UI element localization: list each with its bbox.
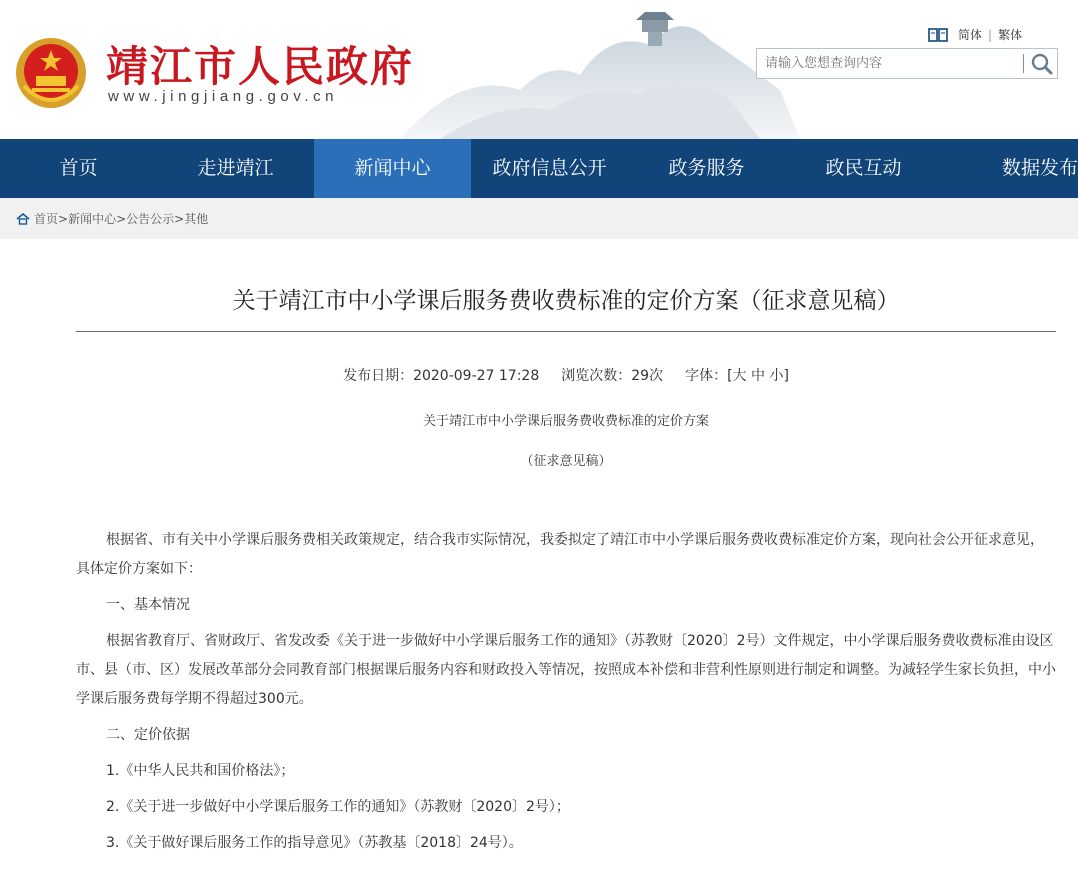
breadcrumb-sep: >: [174, 211, 185, 226]
nav-item-news[interactable]: 新闻中心: [314, 139, 471, 198]
list-item: 2.《关于进一步做好中小学课后服务工作的通知》（苏教财〔2020〕2号）；: [106, 799, 570, 815]
article-body: [76, 526, 1056, 858]
font-size-label: 字体：: [685, 368, 728, 384]
section-heading: 二、定价依据: [106, 727, 190, 743]
nav-item-interaction[interactable]: 政民互动: [825, 157, 902, 179]
publish-date: 发布日期：2020-09-27 17:28: [343, 368, 540, 384]
list-item: 1.《中华人民共和国价格法》；: [106, 763, 295, 779]
search-divider: [1023, 54, 1024, 73]
nav-item-data[interactable]: 数据发布: [1001, 157, 1078, 179]
breadcrumb-notices[interactable]: 公告公示: [126, 212, 175, 226]
breadcrumb: [0, 198, 1078, 239]
font-bracket-open: [: [727, 368, 733, 384]
landscape-banner: [380, 0, 800, 139]
view-count: 浏览次数：29次: [561, 368, 664, 384]
font-bracket-close: ]: [783, 368, 789, 384]
breadcrumb-home[interactable]: 首页: [34, 212, 59, 226]
site-title[interactable]: 靖江市人民政府: [106, 42, 415, 91]
section-heading: 一、基本情况: [106, 597, 190, 613]
site-url: www.jingjiang.gov.cn: [108, 88, 339, 105]
lang-simplified-link[interactable]: 简体: [958, 28, 983, 42]
search-box: [756, 48, 1058, 79]
list-item: 3.《关于做好课后服务工作的指导意见》（苏教基〔2018〕24号）。: [106, 835, 523, 851]
breadcrumb-sep: >: [58, 211, 69, 226]
nav-item-services[interactable]: 政务服务: [668, 157, 745, 179]
article-subtitle: 关于靖江市中小学课后服务费收费标准的定价方案: [422, 414, 709, 429]
search-input[interactable]: [757, 49, 1029, 78]
book-icon: [928, 28, 948, 42]
article-meta: [76, 365, 1056, 385]
search-icon[interactable]: [1027, 50, 1057, 78]
article-title: 关于靖江市中小学课后服务费收费标准的定价方案（征求意见稿）: [232, 288, 900, 314]
title-divider: [76, 331, 1056, 332]
site-header: [0, 0, 1078, 139]
font-size-large[interactable]: 大: [732, 368, 747, 384]
breadcrumb-sep: >: [116, 211, 127, 226]
paragraph: 根据省教育厅、省财政厅、省发改委《关于进一步做好中小学课后服务工作的通知》（苏教财〔2020〕2号）文件规定，中小学课后服务费收费标准由设区市、县（市、区）发展改革部分会同教育部门根据课后服务内容和财政投入等情况，按照成本补偿和非营利性原则进行制定和调整。为减轻学生家长负担，中小学课后服务费每学期不得超过300元。: [76, 633, 1056, 707]
home-icon: [16, 213, 30, 225]
lang-separator: |: [988, 27, 993, 42]
nav-item-home[interactable]: 首页: [59, 157, 98, 179]
breadcrumb-news[interactable]: 新闻中心: [68, 212, 117, 226]
breadcrumb-other[interactable]: 其他: [184, 212, 209, 226]
main-nav: [0, 139, 1078, 198]
language-switcher: [928, 26, 1022, 43]
article-subtitle-note: （征求意见稿）: [520, 454, 612, 469]
national-emblem-icon: [14, 36, 88, 110]
lang-traditional-link[interactable]: 繁体: [998, 28, 1023, 42]
paragraph: 根据省、市有关中小学课后服务费相关政策规定，结合我市实际情况，我委拟定了靖江市中小学课后服务费收费标准定价方案，现向社会公开征求意见，具体定价方案如下：: [76, 532, 1044, 577]
nav-item-about[interactable]: 走进靖江: [197, 157, 274, 179]
font-size-control: [685, 368, 789, 384]
font-size-medium[interactable]: 中: [751, 368, 765, 384]
font-size-small[interactable]: 小: [769, 368, 784, 384]
nav-item-gov-info[interactable]: 政府信息公开: [492, 157, 607, 179]
